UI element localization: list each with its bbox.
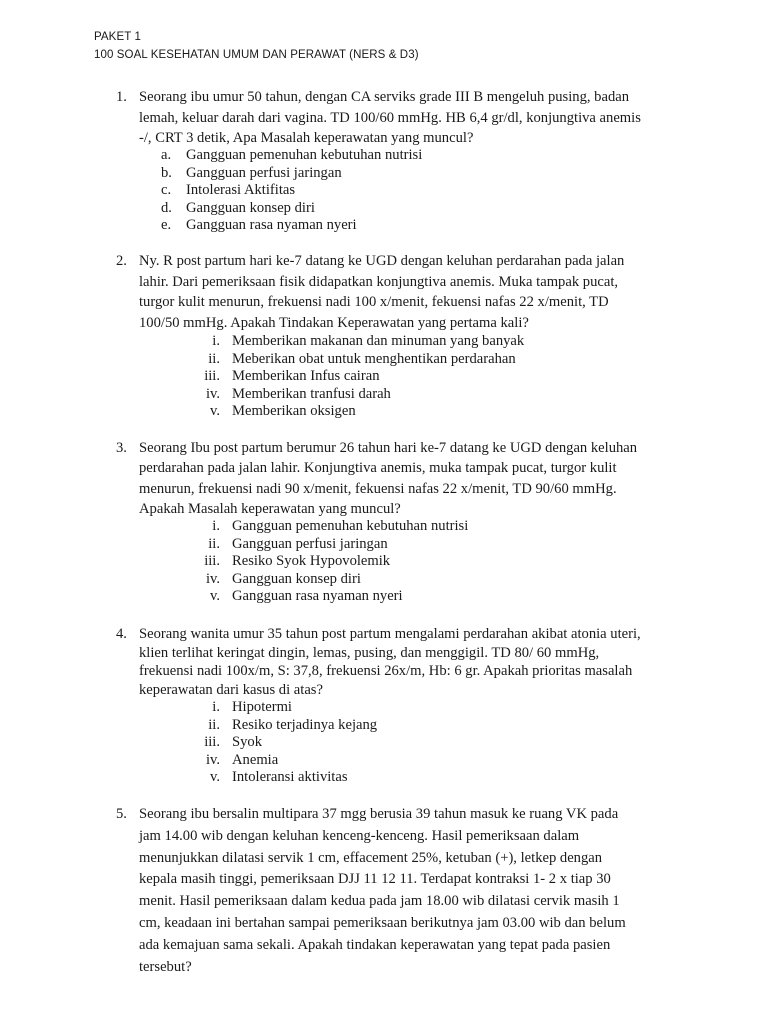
option-text: Memberikan makanan dan minuman yang banyak: [232, 333, 525, 349]
option-text: Anemia: [232, 751, 279, 768]
option-label: a.: [161, 147, 172, 163]
option-text: Gangguan konsep diri: [232, 570, 361, 587]
option-text: Gangguan pemenuhan kebutuhan nutrisi: [186, 147, 423, 163]
question-text-line: menurun, frekuensi nadi 90 x/menit, fekuensi nafas 22 x/menit, TD 90/60 mmHg.: [139, 480, 617, 497]
option-text: Memberikan Infus cairan: [232, 368, 380, 385]
question-text-line: menunjukkan dilatasi servik 1 cm, effacement 25%, ketuban (+), letkep dengan: [139, 849, 603, 866]
option-text: Gangguan rasa nyaman nyeri: [232, 588, 403, 605]
option-label: b.: [161, 164, 172, 181]
option-label: iii.: [204, 368, 220, 385]
question-number: 1.: [116, 89, 127, 105]
option-label: i.: [212, 518, 220, 534]
document-title: 100 SOAL KESEHATAN UMUM DAN PERAWAT (NERS & D3): [94, 49, 419, 61]
question-text-line: frekuensi nadi 100x/m, S: 37,8, frekuensi 26x/m, Hb: 6 gr. Apakah prioritas masalah: [139, 663, 633, 679]
option-text: Resiko terjadinya kejang: [232, 716, 378, 733]
question-text-line: -/, CRT 3 detik, Apa Masalah keperawatan yang muncul?: [139, 130, 474, 146]
question-text-line: turgor kulit menurun, frekuensi nadi 100 x/menit, fekuensi nafas 22 x/menit, TD: [139, 294, 609, 310]
option-text: Meberikan obat untuk menghentikan perdarahan: [232, 350, 516, 367]
option-text: Gangguan perfusi jaringan: [232, 535, 388, 552]
option-label: v.: [210, 588, 220, 605]
option-label: v.: [210, 403, 220, 420]
option-label: ii.: [208, 350, 220, 367]
question-text-line: kepala masih tinggi, pemeriksaan DJJ 11 12 11. Terdapat kontraksi 1- 2 x tiap 30: [139, 871, 611, 888]
question-text-line: jam 14.00 wib dengan keluhan kenceng-kenceng. Hasil pemeriksaan dalam: [139, 827, 580, 844]
option-label: iii.: [204, 734, 220, 751]
option-label: c.: [161, 182, 172, 199]
option-label: i.: [212, 333, 220, 349]
question-text-line: Ny. R post partum hari ke-7 datang ke UGD dengan keluhan perdarahan pada jalan: [139, 253, 625, 269]
option-text: Gangguan konsep diri: [186, 199, 315, 216]
option-label: v.: [210, 769, 220, 786]
question-text-line: lahir. Dari pemeriksaan fisik didapatkan konjungtiva anemis. Muka tampak pucat,: [139, 273, 619, 290]
option-label: ii.: [208, 716, 220, 733]
option-label: iv.: [205, 385, 220, 402]
question-number: 4.: [116, 626, 127, 642]
option-label: iv.: [205, 570, 220, 587]
question-text-line: Seorang ibu umur 50 tahun, dengan CA serviks grade III B mengeluh pusing, badan: [139, 89, 630, 105]
option-text: Gangguan rasa nyaman nyeri: [186, 217, 357, 234]
question-text-line: keperawatan dari kasus di atas?: [139, 681, 323, 698]
option-text: Resiko Syok Hypovolemik: [232, 553, 391, 570]
option-text: Syok: [232, 734, 263, 751]
option-text: Memberikan oksigen: [232, 403, 356, 420]
question-text-line: Seorang wanita umur 35 tahun post partum mengalami perdarahan akibat atonia uteri,: [139, 626, 641, 642]
question-number: 2.: [116, 253, 127, 269]
question-text-line: menit. Hasil pemeriksaan dalam kedua pada jam 18.00 wib dilatasi cervik masih 1: [139, 893, 620, 910]
option-text: Hipotermi: [232, 699, 292, 715]
option-label: ii.: [208, 535, 220, 552]
option-text: Memberikan tranfusi darah: [232, 385, 391, 402]
option-label: d.: [161, 199, 172, 216]
question-number: 5.: [116, 806, 127, 822]
question-text-line: Apakah Masalah keperawatan yang muncul?: [139, 500, 401, 517]
question-text-line: cm, keadaan ini bertahan sampai pemeriksaan berikutnya jam 03.00 wib dan belum: [139, 915, 626, 931]
option-label: i.: [212, 699, 220, 715]
question-text-line: klien terlihat keringat dingin, lemas, pusing, dan menggigil. TD 80/ 60 mmHg,: [139, 644, 600, 661]
question-text-line: 100/50 mmHg. Apakah Tindakan Keperawatan yang pertama kali?: [139, 314, 529, 331]
question-text-line: Seorang Ibu post partum berumur 26 tahun hari ke-7 datang ke UGD dengan keluhan: [139, 440, 638, 456]
question-text-line: perdarahan pada jalan lahir. Konjungtiva anemis, muka tampak pucat, turgor kulit: [139, 460, 617, 477]
option-label: iv.: [205, 751, 220, 768]
option-label: e.: [161, 217, 172, 234]
option-text: Gangguan pemenuhan kebutuhan nutrisi: [232, 518, 469, 534]
question-number: 3.: [116, 440, 127, 456]
question-text-line: tersebut?: [139, 958, 192, 975]
option-label: iii.: [204, 553, 220, 570]
option-text: Intolerasi Aktifitas: [186, 182, 296, 199]
question-text-line: lemah, keluar darah dari vagina. TD 100/60 mmHg. HB 6,4 gr/dl, konjungtiva anemis: [139, 109, 641, 126]
question-text-line: ada kemajuan sama sekali. Apakah tindakan keperawatan yang tepat pada pasien: [139, 936, 611, 953]
package-title: PAKET 1: [94, 31, 141, 43]
question-text-line: Seorang ibu bersalin multipara 37 mgg berusia 39 tahun masuk ke ruang VK pada: [139, 806, 619, 822]
option-text: Gangguan perfusi jaringan: [186, 164, 342, 181]
option-text: Intoleransi aktivitas: [232, 769, 348, 786]
